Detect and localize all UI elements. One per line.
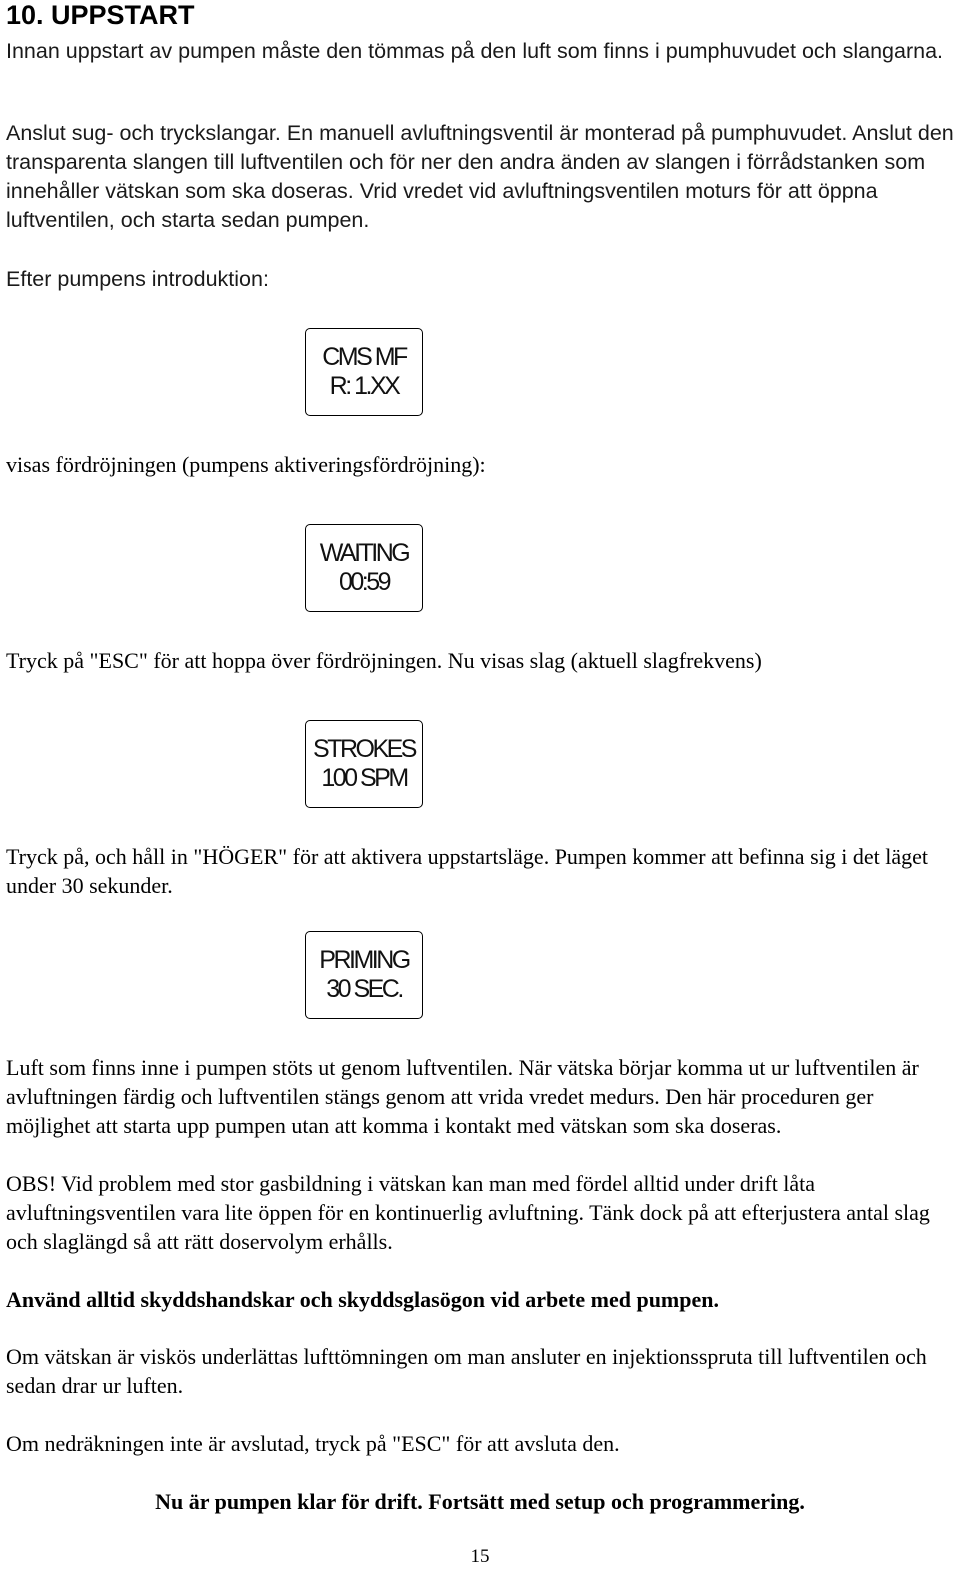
display-waiting	[305, 524, 423, 612]
display-line-1: CMS MF	[322, 343, 406, 371]
viscous-paragraph: Om vätskan är viskös underlättas lufttömningen om man ansluter en injektionsspruta till luftventilen och sedan drar ur luften.	[6, 1344, 927, 1398]
display-line-2: 00:59	[338, 568, 390, 596]
countdown-paragraph: Om nedräkningen inte är avslutad, tryck på "ESC" för att avsluta den.	[6, 1431, 620, 1456]
air-paragraph: Luft som finns inne i pumpen stöts ut genom luftventilen. När vätska börjar komma ut ur luftventilen är avluftningen färdig och luftventilen stängs genom att vrida vredet medurs. Den här proceduren ger möjlighet att starta upp pumpen utan att komma i kontakt med vätskan som ska doseras.	[6, 1055, 919, 1138]
hold-text: Tryck på, och håll in "HÖGER" för att aktivera uppstartsläge. Pumpen kommer att befinna sig i det läget under 30 sekunder.	[6, 844, 928, 898]
display-line-2: R: 1.XX	[329, 372, 399, 400]
display-line-1: STROKES	[313, 735, 415, 763]
esc-text: Tryck på "ESC" för att hoppa över fördröjningen. Nu visas slag (aktuell slagfrekvens)	[6, 648, 762, 673]
page-number: 15	[470, 1546, 490, 1567]
intro-paragraph: Innan uppstart av pumpen måste den tömmas på den luft som finns i pumphuvudet och slangarna.	[6, 39, 944, 63]
display-strokes	[305, 720, 423, 808]
obs-paragraph: OBS! Vid problem med stor gasbildning i vätskan kan man med fördel alltid under drift låta avluftningsventilen vara lite öppen för en kontinuerlig avluftning. Tänk dock på att efterjustera antal slag och slaglängd så att rätt doservolym erhålls.	[6, 1171, 930, 1254]
connect-paragraph: Anslut sug- och tryckslangar. En manuell avluftningsventil är monterad på pumphuvudet. Anslut den transparenta slangen till luftventilen och för ner den andra änden av slangen i förrådstanken som innehåller vätskan som ska doseras. Vrid vredet vid avluftningsventilen moturs för att öppna luftventilen, och starta sedan pumpen.	[6, 121, 954, 232]
display-line-2: 30 SEC.	[326, 975, 402, 1003]
safety-warning: Använd alltid skyddshandskar och skyddsglasögon vid arbete med pumpen.	[6, 1287, 719, 1312]
section-heading: 10. UPPSTART	[6, 0, 195, 30]
display-version	[305, 328, 423, 416]
after-intro-text: Efter pumpens introduktion:	[6, 267, 269, 291]
ready-text: Nu är pumpen klar för drift. Fortsätt med setup och programmering.	[155, 1489, 805, 1514]
display-priming	[305, 931, 423, 1019]
display-line-1: PRIMING	[319, 946, 409, 974]
display-line-2: 100 SPM	[321, 764, 407, 792]
display-line-1: WAITING	[319, 539, 409, 567]
delay-text: visas fördröjningen (pumpens aktiveringsfördröjning):	[6, 452, 486, 477]
